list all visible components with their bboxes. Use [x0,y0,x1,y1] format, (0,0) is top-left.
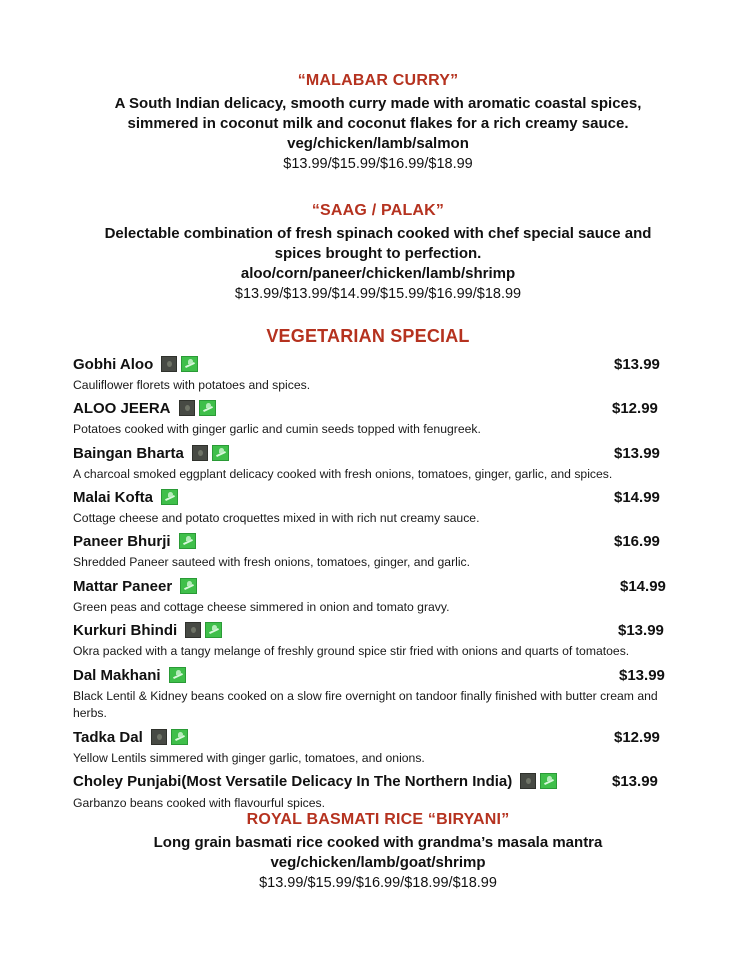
biryani-section [0,811,756,893]
saag-title: “SAAG / PALAK” [311,202,445,219]
menu-item [73,353,198,375]
item-name: Tadka Dal [73,728,143,746]
item-name: Malai Kofta [73,488,154,506]
item-price: $13.99 [619,667,665,684]
item-description: Yellow Lentils simmered with ginger garlic, tomatoes, and onions. [73,751,425,765]
gluten-free-icon [181,356,198,372]
item-description: Potatoes cooked with ginger garlic and cumin seeds topped with fenugreek. [73,422,481,436]
menu-item [73,770,557,792]
gluten-free-icon [161,489,178,505]
saag-prices: $13.99/$13.99/$14.99/$15.99/$16.99/$18.99 [234,286,522,302]
item-description: Shredded Paneer sauteed with fresh onions, tomatoes, ginger, and garlic. [73,555,471,569]
item-description: Okra packed with a tangy melange of freshly ground spice stir fried with onions and quarts of tomatoes. [73,644,630,658]
item-description: Garbanzo beans cooked with flavourful spices. [73,796,326,810]
vegan-icon [185,622,201,638]
item-price: $13.99 [614,356,660,373]
menu-item [73,619,222,641]
vegetarian-special-title: VEGETARIAN SPECIAL [266,326,470,346]
vegan-icon [151,729,167,745]
gluten-free-icon [199,400,216,416]
item-price: $12.99 [612,400,658,417]
item-price: $16.99 [614,533,660,550]
malabar-desc-line2: simmered in coconut milk and coconut flakes for a rich creamy sauce. [127,115,629,132]
item-name: Gobhi Aloo [73,355,154,373]
vegan-icon [192,445,208,461]
item-description: Cauliflower florets with potatoes and spices. [73,378,311,392]
malabar-curry-section [0,72,756,174]
menu-item [73,530,196,552]
vegan-icon [520,773,536,789]
item-name: Choley Punjabi(Most Versatile Delicacy In The Northern India) [73,772,513,790]
malabar-title: “MALABAR CURRY” [297,72,459,89]
gluten-free-icon [540,773,557,789]
item-name: ALOO JEERA [73,399,171,417]
biryani-title: ROYAL BASMATI RICE “BIRYANI” [246,811,510,828]
item-name: Paneer Bhurji [73,532,171,550]
item-name: Mattar Paneer [73,577,173,595]
menu-item [73,575,197,597]
gluten-free-icon [169,667,186,683]
item-description: A charcoal smoked eggplant delicacy cooked with fresh onions, tomatoes, ginger, garlic, and spices. [73,467,613,481]
saag-desc-line1: Delectable combination of fresh spinach cooked with chef special sauce and [104,225,652,242]
menu-item [73,726,188,748]
menu-item [73,486,178,508]
malabar-prices: $13.99/$15.99/$16.99/$18.99 [283,156,473,172]
item-price: $14.99 [620,578,666,595]
vegan-icon [161,356,177,372]
item-price: $13.99 [612,773,658,790]
item-description: Green peas and cottage cheese simmered in onion and tomato gravy. [73,600,450,614]
biryani-options: veg/chicken/lamb/goat/shrimp [270,854,486,871]
gluten-free-icon [212,445,229,461]
vegan-icon [179,400,195,416]
item-price: $12.99 [614,729,660,746]
item-description: Cottage cheese and potato croquettes mixed in with rich nut creamy sauce. [73,511,480,525]
gluten-free-icon [205,622,222,638]
biryani-desc: Long grain basmati rice cooked with grandma’s masala mantra [153,834,603,851]
item-name: Baingan Bharta [73,444,184,462]
saag-desc-line2: spices brought to perfection. [274,245,482,262]
item-name: Dal Makhani [73,666,161,684]
menu-item [73,397,216,419]
malabar-desc-line1: A South Indian delicacy, smooth curry made with aromatic coastal spices, [114,95,642,112]
biryani-prices: $13.99/$15.99/$16.99/$18.99/$18.99 [259,875,497,891]
malabar-options: veg/chicken/lamb/salmon [287,135,469,152]
gluten-free-icon [180,578,197,594]
item-name: Kurkuri Bhindi [73,621,178,639]
item-description: Black Lentil & Kidney beans cooked on a slow fire overnight on tandoor finally finished with butter cream and herbs. [73,689,658,720]
saag-options: aloo/corn/paneer/chicken/lamb/shrimp [240,265,516,282]
menu-item [73,442,229,464]
item-price: $13.99 [618,622,664,639]
gluten-free-icon [171,729,188,745]
item-price: $13.99 [614,445,660,462]
menu-item [73,664,186,686]
saag-palak-section [0,202,756,304]
gluten-free-icon [179,533,196,549]
item-price: $14.99 [614,489,660,506]
